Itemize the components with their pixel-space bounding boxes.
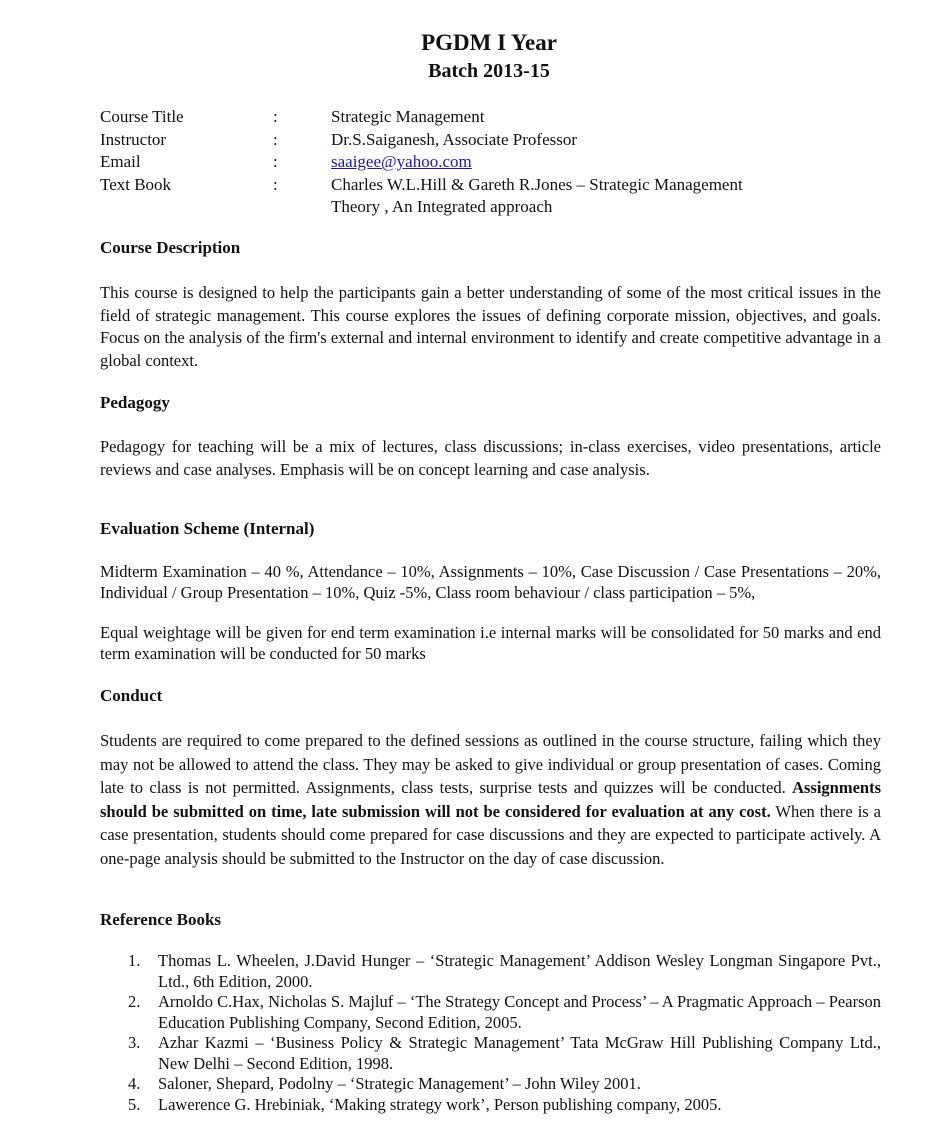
course-title-label: Course Title (100, 107, 184, 126)
email-label: Email (100, 152, 141, 171)
list-number: 1. (128, 951, 141, 970)
list-number: 3. (128, 1033, 141, 1052)
course-title-row (100, 106, 900, 129)
batch-subtitle: Batch 2013-15 (428, 60, 550, 82)
list-item (100, 1074, 881, 1095)
course-description-text: This course is designed to help the participants gain a better understanding of some of the most critical issues in the field of strategic management. This course explores the issues of defining corporate mission, objectives, and goals. Focus on the analysis of the firm's external and internal environment to identify and create competitive advantage in a global context. (100, 283, 881, 370)
conduct-text (100, 729, 881, 870)
text-book-line-2: Theory , An Integrated approach (331, 197, 553, 216)
email-link[interactable]: saaigee@yahoo.com (331, 152, 472, 171)
reference-books-heading: Reference Books (100, 910, 222, 929)
conduct-text-bold: Assignments should be submitted on time, late submission will not be considered for evaluation at any cost. (100, 778, 882, 821)
pedagogy-heading: Pedagogy (100, 393, 170, 412)
reference-text: Saloner, Shepard, Podolny – ‘Strategic Management’ – John Wiley 2001. (158, 1074, 641, 1093)
email-row (100, 151, 900, 174)
list-item (100, 1095, 881, 1116)
list-item (100, 951, 881, 992)
reference-text: Azhar Kazmi – ‘Business Policy & Strategic Management’ Tata McGraw Hill Publishing Company Ltd., New Delhi – Second Edition, 1998. (158, 1033, 881, 1073)
reference-text: Arnoldo C.Hax, Nicholas S. Majluf – ‘The Strategy Concept and Process’ – A Pragmatic Approach – Pearson Education Publishing Company, Second Edition, 2005. (158, 992, 881, 1032)
pedagogy-text: Pedagogy for teaching will be a mix of lectures, class discussions; in-class exercises, video presentations, article reviews and case analyses. Emphasis will be on concept learning and case analysis. (100, 437, 881, 479)
instructor-row (100, 129, 900, 152)
reference-text: Thomas L. Wheelen, J.David Hunger – ‘Strategic Management’ Addison Wesley Longman Singapore Pvt., Ltd., 6th Edition, 2000. (158, 951, 881, 991)
text-book-line-1: Charles W.L.Hill & Gareth R.Jones – Strategic Management (331, 174, 743, 194)
colon: : (273, 174, 278, 194)
text-book-label: Text Book (100, 174, 172, 194)
conduct-text-rest: When there is a case presentation, students should come prepared for case discussions and they are expected to participate actively. A one-page analysis should be submitted to the Instructor on the day of case discussion. (100, 801, 881, 868)
conduct-heading: Conduct (100, 686, 163, 705)
text-book-row (100, 174, 900, 219)
colon: : (273, 107, 278, 126)
instructor-value: Dr.S.Saiganesh, Associate Professor (331, 129, 578, 149)
colon: : (273, 152, 278, 171)
course-description-heading: Course Description (100, 238, 241, 257)
list-number: 5. (128, 1094, 141, 1114)
text-book-value (331, 174, 891, 219)
course-title-value: Strategic Management (331, 107, 485, 126)
document-title: PGDM I Year (421, 30, 557, 55)
evaluation-text: Midterm Examination – 40 %, Attendance – 10%, Assignments – 10%, Case Discussion / Case Presentations – 20%, Individual / Group Presentation – 10%, Quiz -5%, Class room behaviour / class participation – 5%, (100, 562, 881, 602)
instructor-label: Instructor (100, 129, 167, 149)
evaluation-heading: Evaluation Scheme (Internal) (100, 519, 315, 538)
reference-text: Lawerence G. Hrebiniak, ‘Making strategy work’, Person publishing company, 2005. (158, 1094, 722, 1114)
list-number: 4. (128, 1074, 141, 1093)
list-item (100, 992, 881, 1033)
reference-books-list (100, 951, 881, 1115)
conduct-text-intro: Students are required to come prepared to the defined sessions as outlined in the course structure, failing which they may not be allowed to attend the class. They may be asked to give individual or group presentation of cases. Coming late to class is not permitted. Assignments, class tests, surprise tests and quizzes will be conducted. (100, 731, 881, 797)
colon: : (273, 129, 278, 149)
course-info-table (100, 106, 900, 219)
weightage-text: Equal weightage will be given for end term examination i.e internal marks will be consolidated for 50 marks and end term examination will be conducted for 50 marks (100, 623, 881, 663)
list-number: 2. (128, 992, 141, 1011)
list-item (100, 1033, 881, 1074)
